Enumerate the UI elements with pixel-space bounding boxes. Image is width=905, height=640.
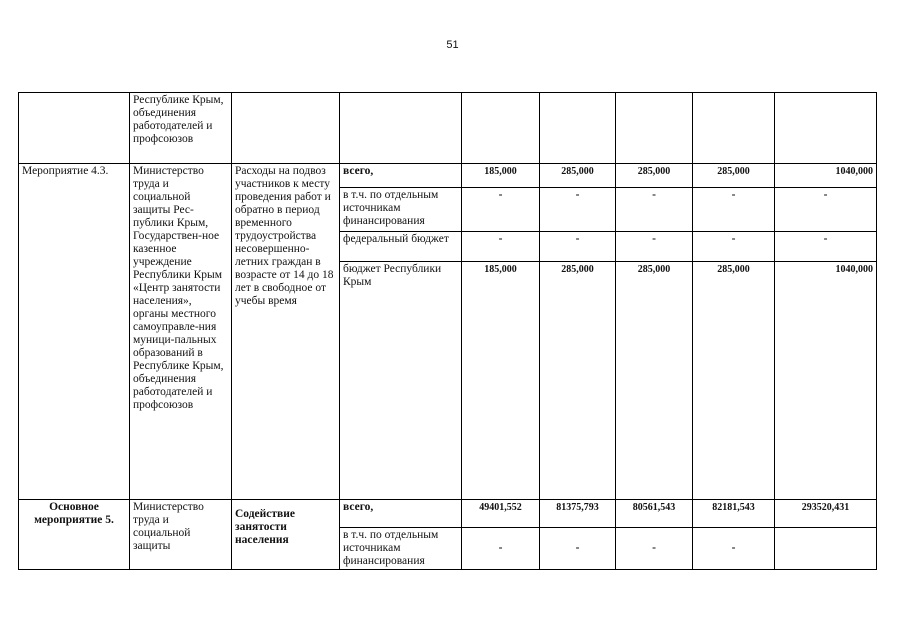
value-cell: 285,000 <box>540 262 616 500</box>
value-cell: 285,000 <box>616 164 693 188</box>
value-cell: 1040,000 <box>775 164 877 188</box>
table-row <box>19 164 877 188</box>
value-cell: - <box>616 528 693 570</box>
page-number: 51 <box>446 39 459 51</box>
source-cell: в т.ч. по отдельным источникам финансирования <box>340 188 462 232</box>
value-cell: - <box>693 528 775 570</box>
executor-cell: Министерство труда и социальной защиты Рес-публики Крым, Государствен-ное казенное учреждение Республики Крым «Центр занятости населения», органы местного самоуправле-ния муници-пальных образований в Республике Крым, объединения работодателей и профсоюзов <box>130 164 232 500</box>
description-cell <box>232 93 340 164</box>
value-cell: 82181,543 <box>693 500 775 528</box>
event-name-cell: Мероприятие 4.3. <box>19 164 130 500</box>
value-cell: - <box>462 232 540 262</box>
value-cell: 1040,000 <box>775 262 877 500</box>
executor-cell: Республике Крым, объединения работодателей и профсоюзов <box>130 93 232 164</box>
value-cell: - <box>775 232 877 262</box>
table-row-continuation <box>19 93 877 164</box>
value-cell <box>616 93 693 164</box>
value-cell: 185,000 <box>462 164 540 188</box>
value-cell: 81375,793 <box>540 500 616 528</box>
source-cell: всего, <box>340 164 462 188</box>
description-cell: Содействие занятости населения <box>232 500 340 570</box>
value-cell: - <box>540 528 616 570</box>
value-cell: - <box>540 232 616 262</box>
table-row <box>19 500 877 528</box>
value-cell <box>462 93 540 164</box>
source-cell: бюджет Республики Крым <box>340 262 462 500</box>
value-cell <box>540 93 616 164</box>
value-cell <box>775 528 877 570</box>
value-cell: - <box>693 188 775 232</box>
value-cell: 285,000 <box>693 164 775 188</box>
value-cell: - <box>616 188 693 232</box>
value-cell: 49401,552 <box>462 500 540 528</box>
value-cell: 185,000 <box>462 262 540 500</box>
value-cell: - <box>462 188 540 232</box>
event-name-cell <box>19 93 130 164</box>
source-cell: федеральный бюджет <box>340 232 462 262</box>
value-cell: 285,000 <box>616 262 693 500</box>
value-cell: 293520,431 <box>775 500 877 528</box>
value-cell: 80561,543 <box>616 500 693 528</box>
value-cell: 285,000 <box>540 164 616 188</box>
value-cell: - <box>693 232 775 262</box>
description-cell: Расходы на подвоз участников к месту проведения работ и обратно в период временного трудоустройства несовершенно-летних граждан в возрасте от 14 до 18 лет в свободное от учебы время <box>232 164 340 500</box>
executor-cell: Министерство труда и социальной защиты <box>130 500 232 570</box>
value-cell: - <box>775 188 877 232</box>
value-cell <box>693 93 775 164</box>
value-cell <box>775 93 877 164</box>
source-cell <box>340 93 462 164</box>
source-cell: всего, <box>340 500 462 528</box>
funding-table <box>18 92 877 570</box>
value-cell: 285,000 <box>693 262 775 500</box>
value-cell: - <box>462 528 540 570</box>
value-cell: - <box>540 188 616 232</box>
source-cell: в т.ч. по отдельным источникам финансирования <box>340 528 462 570</box>
event-name-cell: Основное мероприятие 5. <box>19 500 130 570</box>
value-cell: - <box>616 232 693 262</box>
